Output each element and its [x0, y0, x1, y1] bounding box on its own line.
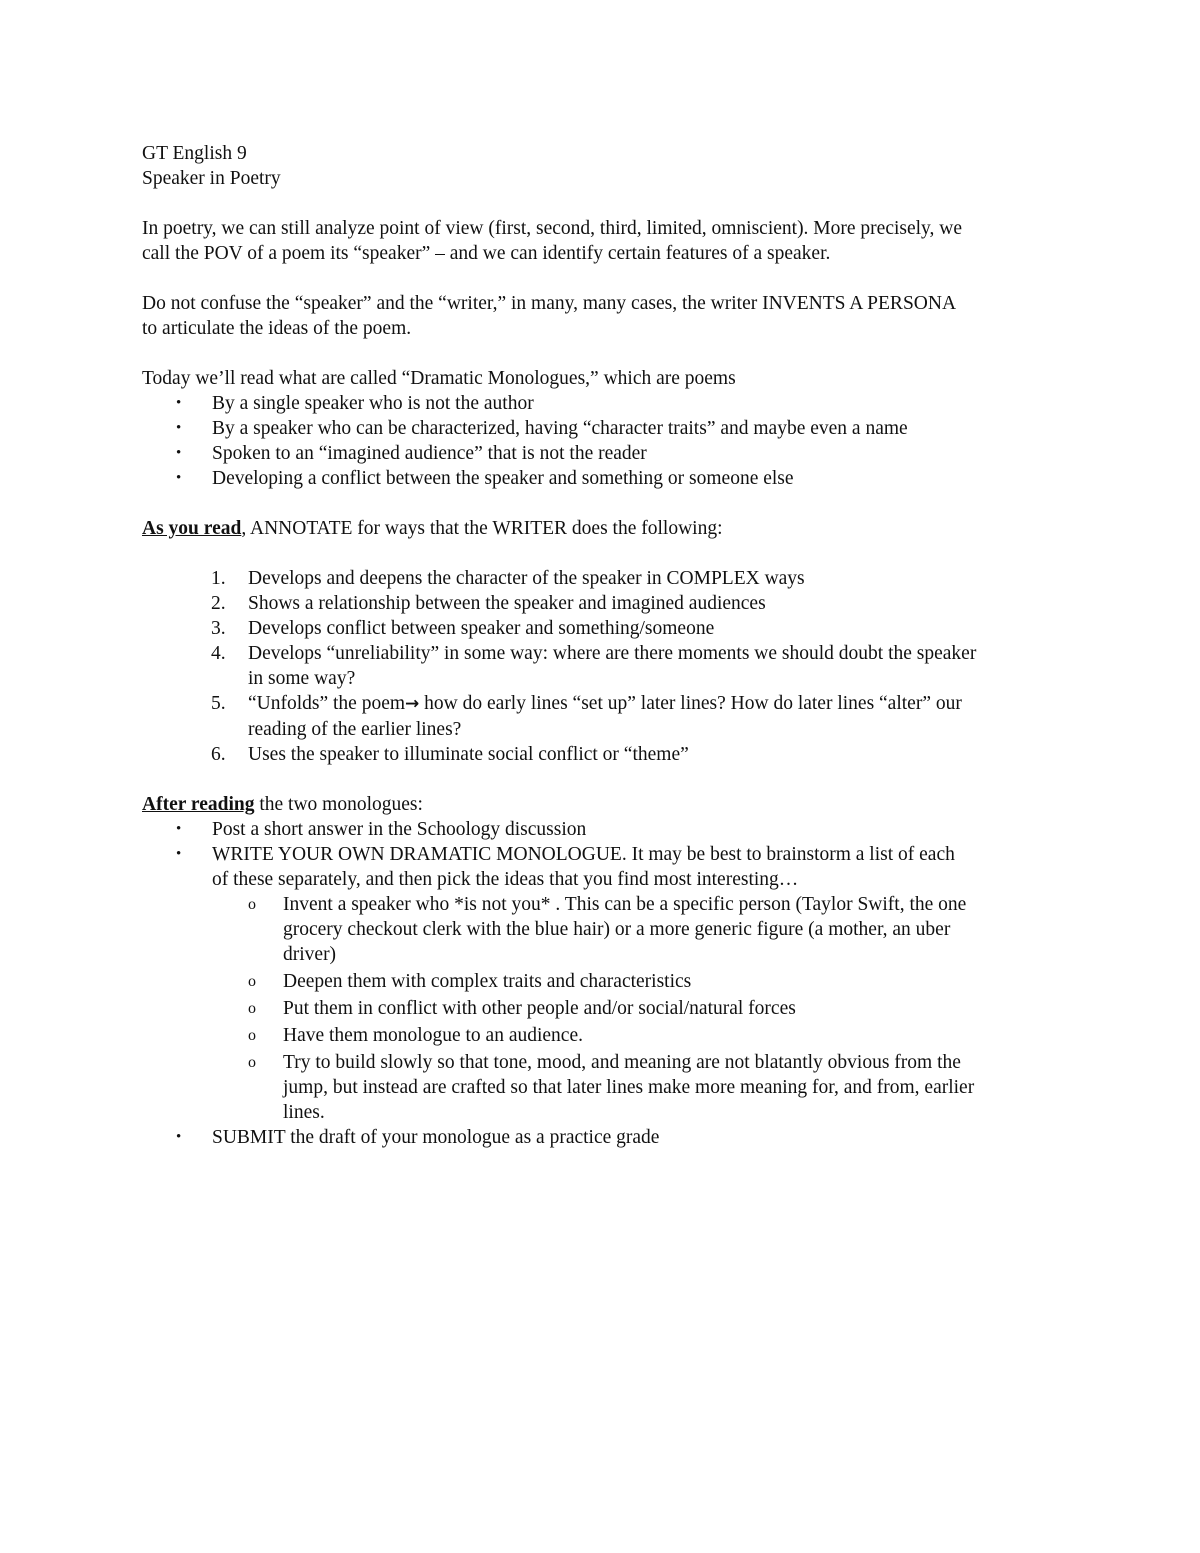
document-page: [142, 141, 1062, 1150]
list-item: o Put them in conflict with other people and/or social/natural forces: [248, 998, 796, 1019]
list-item: 4. Develops “unreliability” in some way: where are there moments we should doubt the speaker in some way?: [211, 643, 977, 689]
bullet-icon: •: [176, 445, 182, 461]
bullet-icon: •: [176, 395, 182, 411]
list-item: • Spoken to an “imagined audience” that is not the reader: [176, 443, 647, 464]
list-item: • WRITE YOUR OWN DRAMATIC MONOLOGUE. It may be best to brainstorm a list of each of these separately, and then pick the ideas that you find most interesting… o Invent a speaker who *is not you* . This can be a specific person (Taylor Swift, the one grocery checkout clerk with the blue hair) or a more generic figure (a mother, an uber driver) o Deepen them with complex traits and characteristics o Put them in conflict with other people and/or social/natural forces o Have them monologue to an audience. o Try to build slowly so that tone, mood, and meaning are not blatantly obvious from the jump, but instead are crafted so that later lines make more meaning for, and from, earlier lines.: [142, 842, 1062, 1125]
as-you-read-text: , ANNOTATE for ways that the WRITER does the following:: [241, 518, 723, 539]
topic-title: Speaker in Poetry: [142, 168, 281, 189]
intro-p1-line1: In poetry, we can still analyze point of view (first, second, third, limited, omniscient). More precisely, we: [142, 218, 963, 239]
list-item: • SUBMIT the draft of your monologue as a practice grade: [176, 1127, 660, 1148]
as-you-read-heading: As you read: [142, 518, 242, 539]
circle-bullet-icon: o: [248, 973, 256, 990]
circle-bullet-icon: o: [248, 1027, 256, 1044]
list-item: o Try to build slowly so that tone, mood, and meaning are not blatantly obvious from the jump, but instead are crafted so that later lines make more meaning for, and from, earlier lines.: [248, 1052, 975, 1123]
after-reading-text: the two monologues:: [254, 794, 423, 815]
course-title: GT English 9: [142, 143, 247, 164]
monologue-steps-list: [212, 892, 1062, 1125]
list-item: o Invent a speaker who *is not you* . This can be a specific person (Taylor Swift, the one grocery checkout clerk with the blue hair) or a more generic figure (a mother, an uber driver): [248, 894, 967, 965]
monologue-features-list: [142, 391, 1062, 491]
after-reading-heading: After reading: [142, 794, 255, 815]
list-item: o Have them monologue to an audience.: [248, 1025, 583, 1046]
list-item: 3. Develops conflict between speaker and something/someone: [211, 618, 715, 639]
annotation-tasks-list: [142, 566, 1062, 767]
list-item: 5. “Unfolds” the poem→ how do early lines “set up” later lines? How do later lines “alter” our reading of the earlier lines?: [211, 693, 962, 740]
list-item: 1. Develops and deepens the character of the speaker in COMPLEX ways: [211, 568, 805, 589]
bullet-icon: •: [176, 420, 182, 436]
circle-bullet-icon: o: [248, 896, 256, 913]
circle-bullet-icon: o: [248, 1000, 256, 1017]
intro-p1-line2: call the POV of a poem its “speaker” – and we can identify certain features of a speaker.: [142, 243, 831, 264]
bullet-icon: •: [176, 1129, 182, 1145]
bullet-icon: •: [176, 846, 182, 862]
arrow-right-icon: →: [405, 694, 420, 714]
intro-paragraph-2: [142, 291, 1062, 341]
list-item: • By a speaker who can be characterized, having “character traits” and maybe even a name: [176, 418, 908, 439]
list-item: 2. Shows a relationship between the speaker and imagined audiences: [211, 593, 766, 614]
intro-paragraph-1: [142, 216, 1062, 266]
list-item: o Deepen them with complex traits and characteristics: [248, 971, 692, 992]
after-reading-list: [142, 817, 1062, 1150]
list-item: • Post a short answer in the Schoology discussion: [176, 819, 587, 840]
intro-p2-line2: to articulate the ideas of the poem.: [142, 318, 412, 339]
list-item: • By a single speaker who is not the author: [176, 393, 534, 414]
list-item: • Developing a conflict between the speaker and something or someone else: [176, 468, 794, 489]
after-reading-intro: [142, 792, 1062, 817]
intro-p2-line1: Do not confuse the “speaker” and the “writer,” in many, many cases, the writer INVENTS A PERSONA: [142, 293, 957, 314]
bullet-icon: •: [176, 821, 182, 837]
list-item: 6. Uses the speaker to illuminate social conflict or “theme”: [211, 744, 689, 765]
as-you-read-intro: [142, 516, 1062, 541]
circle-bullet-icon: o: [248, 1054, 256, 1071]
bullet-icon: •: [176, 470, 182, 486]
monologues-lead: Today we’ll read what are called “Dramatic Monologues,” which are poems: [142, 368, 736, 389]
